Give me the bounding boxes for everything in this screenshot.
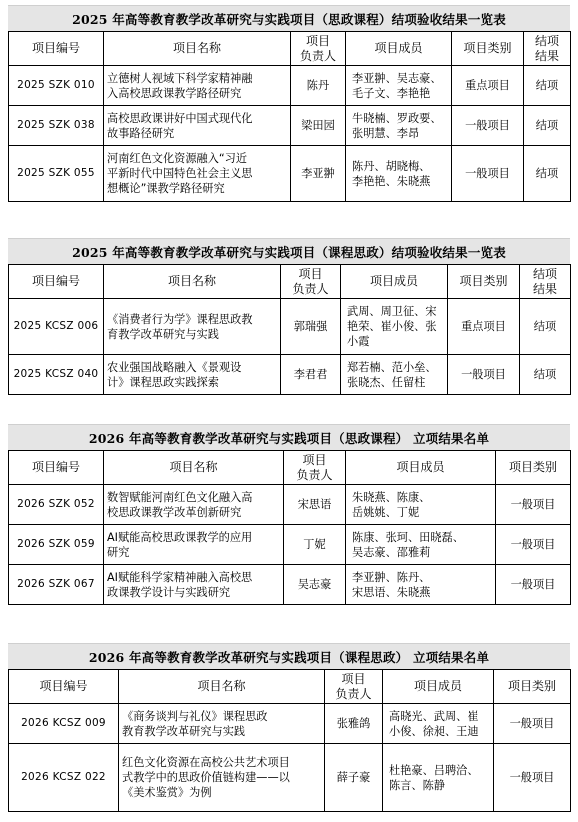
project-leader: 李君君 xyxy=(281,355,341,395)
table-row xyxy=(9,744,571,812)
project-name: AI赋能高校思政课教学的应用 研究 xyxy=(104,525,284,565)
table-row xyxy=(9,146,571,202)
col-header-leader: 项目 负责人 xyxy=(281,265,341,299)
project-result: 结项 xyxy=(520,355,571,395)
project-code: 2025 SZK 010 xyxy=(9,66,104,106)
col-header-type: 项目类别 xyxy=(494,670,571,704)
col-header-members: 项目成员 xyxy=(346,451,496,485)
project-members: 杜艳豪、吕聘洽、 陈言、陈静 xyxy=(383,744,494,812)
project-result: 结项 xyxy=(524,106,571,146)
project-code: 2025 KCSZ 006 xyxy=(9,299,104,355)
col-header-code: 项目编号 xyxy=(9,670,119,704)
table-row xyxy=(9,565,571,605)
project-result: 结项 xyxy=(520,299,571,355)
col-header-members: 项目成员 xyxy=(346,32,452,66)
project-type: 重点项目 xyxy=(452,66,524,106)
project-name: 数智赋能河南红色文化融入高 校思政课教学改革创新研究 xyxy=(104,485,284,525)
table-row xyxy=(9,106,571,146)
col-header-result: 结项 结果 xyxy=(520,265,571,299)
project-leader: 陈丹 xyxy=(291,66,346,106)
project-leader: 张雅鸽 xyxy=(325,704,383,744)
project-code: 2026 KCSZ 009 xyxy=(9,704,119,744)
col-header-type: 项目类别 xyxy=(448,265,520,299)
results-table xyxy=(8,264,571,395)
col-header-name: 项目名称 xyxy=(104,451,284,485)
col-header-leader: 项目 负责人 xyxy=(284,451,346,485)
project-members: 牛晓楠、罗政要、 张明慧、李昂 xyxy=(346,106,452,146)
section-title: 2025 年高等教育教学改革研究与实践项目（课程思政）结项验收结果一览表 xyxy=(8,238,570,264)
results-table xyxy=(8,31,571,202)
col-header-type: 项目类别 xyxy=(452,32,524,66)
col-header-members: 项目成员 xyxy=(383,670,494,704)
project-members: 陈康、张珂、田晓磊、 吴志豪、邵雅莉 xyxy=(346,525,496,565)
project-name: 《商务谈判与礼仪》课程思政 教育教学改革研究与实践 xyxy=(119,704,325,744)
col-header-result: 结项 结果 xyxy=(524,32,571,66)
section-title: 2026 年高等教育教学改革研究与实践项目（思政课程） 立项结果名单 xyxy=(8,424,570,450)
col-header-leader: 项目 负责人 xyxy=(291,32,346,66)
project-type: 一般项目 xyxy=(452,106,524,146)
project-members: 李亚翀、吴志豪、 毛子文、李艳艳 xyxy=(346,66,452,106)
project-type: 一般项目 xyxy=(452,146,524,202)
col-header-code: 项目编号 xyxy=(9,265,104,299)
project-name: AI赋能科学家精神融入高校思 政课教学设计与实践研究 xyxy=(104,565,284,605)
project-members: 李亚翀、陈丹、 宋思语、朱晓燕 xyxy=(346,565,496,605)
table-row xyxy=(9,66,571,106)
project-name: 高校思政课讲好中国式现代化 故事路径研究 xyxy=(104,106,291,146)
project-type: 一般项目 xyxy=(496,525,571,565)
col-header-members: 项目成员 xyxy=(341,265,448,299)
project-code: 2025 SZK 038 xyxy=(9,106,104,146)
col-header-code: 项目编号 xyxy=(9,451,104,485)
project-result: 结项 xyxy=(524,146,571,202)
table-row xyxy=(9,485,571,525)
table-row xyxy=(9,355,571,395)
table-row xyxy=(9,299,571,355)
table-row xyxy=(9,704,571,744)
section-title: 2026 年高等教育教学改革研究与实践项目（课程思政） 立项结果名单 xyxy=(8,643,570,669)
project-leader: 李亚翀 xyxy=(291,146,346,202)
project-leader: 丁妮 xyxy=(284,525,346,565)
project-type: 重点项目 xyxy=(448,299,520,355)
project-name: 《消费者行为学》课程思政教 育教学改革研究与实践 xyxy=(104,299,281,355)
project-leader: 宋思语 xyxy=(284,485,346,525)
project-type: 一般项目 xyxy=(496,565,571,605)
project-members: 高晓光、武周、崔 小俊、徐昶、王迪 xyxy=(383,704,494,744)
results-table xyxy=(8,450,571,605)
project-members: 朱晓燕、陈康、 岳姚姚、丁妮 xyxy=(346,485,496,525)
project-result: 结项 xyxy=(524,66,571,106)
project-leader: 薛子豪 xyxy=(325,744,383,812)
section-2026-kcsz-approved xyxy=(8,643,570,812)
section-2025-kcsz-results xyxy=(8,238,570,395)
col-header-type: 项目类别 xyxy=(496,451,571,485)
table-header-row xyxy=(9,451,571,485)
project-code: 2026 SZK 067 xyxy=(9,565,104,605)
project-name: 河南红色文化资源融入“习近 平新时代中国特色社会主义思 想概论”课教学路径研究 xyxy=(104,146,291,202)
section-title: 2025 年高等教育教学改革研究与实践项目（思政课程）结项验收结果一览表 xyxy=(8,5,570,31)
table-row xyxy=(9,525,571,565)
col-header-code: 项目编号 xyxy=(9,32,104,66)
project-type: 一般项目 xyxy=(494,744,571,812)
section-2025-szk-results xyxy=(8,5,570,202)
project-leader: 郭瑞强 xyxy=(281,299,341,355)
table-header-row xyxy=(9,670,571,704)
results-table xyxy=(8,669,571,812)
table-header-row xyxy=(9,265,571,299)
project-leader: 梁田园 xyxy=(291,106,346,146)
project-leader: 吴志豪 xyxy=(284,565,346,605)
project-name: 立德树人视域下科学家精神融 入高校思政课教学路径研究 xyxy=(104,66,291,106)
project-members: 郑若楠、范小垒、 张晓杰、任留柱 xyxy=(341,355,448,395)
col-header-name: 项目名称 xyxy=(104,265,281,299)
project-type: 一般项目 xyxy=(448,355,520,395)
section-2026-szk-approved xyxy=(8,424,570,605)
project-code: 2025 SZK 055 xyxy=(9,146,104,202)
project-name: 红色文化资源在高校公共艺术项目 式教学中的思政价值链构建——以 《美术鉴赏》为例 xyxy=(119,744,325,812)
table-header-row xyxy=(9,32,571,66)
project-type: 一般项目 xyxy=(494,704,571,744)
project-members: 陈丹、胡晓梅、 李艳艳、朱晓燕 xyxy=(346,146,452,202)
col-header-leader: 项目 负责人 xyxy=(325,670,383,704)
col-header-name: 项目名称 xyxy=(119,670,325,704)
project-members: 武周、周卫征、宋 艳荣、崔小俊、张 小霞 xyxy=(341,299,448,355)
project-code: 2026 SZK 059 xyxy=(9,525,104,565)
project-code: 2026 SZK 052 xyxy=(9,485,104,525)
project-type: 一般项目 xyxy=(496,485,571,525)
project-code: 2025 KCSZ 040 xyxy=(9,355,104,395)
project-name: 农业强国战略融入《景观设 计》课程思政实践探索 xyxy=(104,355,281,395)
project-code: 2026 KCSZ 022 xyxy=(9,744,119,812)
col-header-name: 项目名称 xyxy=(104,32,291,66)
